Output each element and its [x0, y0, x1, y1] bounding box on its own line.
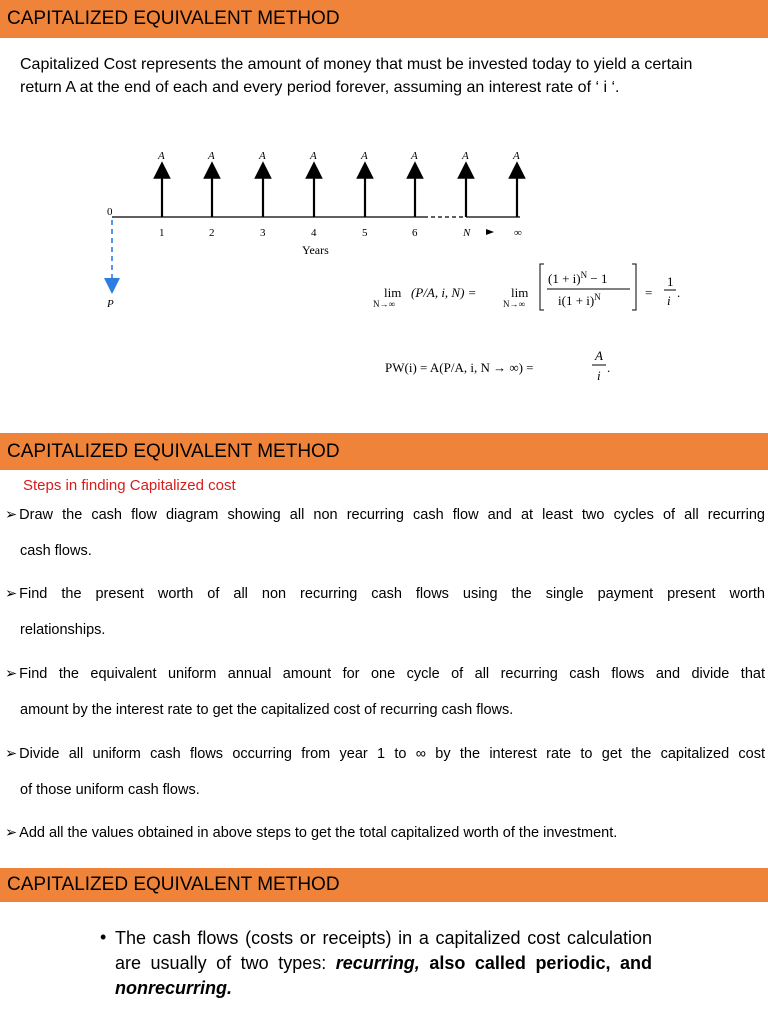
receipt-label: A: [208, 150, 215, 162]
step-continuation: cash flows.: [20, 543, 92, 559]
bullet-paragraph: [100, 926, 652, 1001]
step-first-line: ➢ Find the equivalent uniform annual amount for one cycle of all recurring cash flows and divide that: [5, 666, 765, 682]
arrow-bullet-icon: ➢: [5, 666, 18, 682]
period-label: 2: [209, 227, 215, 239]
receipt-label: A: [411, 150, 418, 162]
axis-label: Years: [302, 243, 329, 257]
receipt-label: A: [158, 150, 165, 162]
arrow-bullet-icon: ➢: [5, 746, 18, 762]
receipt-arrows: [157, 150, 520, 217]
pw-period: .: [607, 360, 611, 375]
step-first-line: ➢ Find the present worth of all non recurring cash flows using the single payment present worth: [5, 586, 765, 602]
period-label: 1: [159, 227, 165, 239]
present-label: P: [107, 298, 114, 310]
equals: =: [645, 285, 653, 300]
bullet-dot-icon: •: [100, 927, 107, 947]
lim-word-2: lim: [511, 285, 529, 300]
arrow-bullet-icon: ➢: [5, 586, 18, 602]
pw-frac-num: A: [595, 348, 603, 363]
step-first-line: ➢ Divide all uniform cash flows occurring from year 1 to ∞ by the interest rate to get the capitalized cost: [5, 746, 765, 762]
period: .: [677, 285, 681, 300]
step-continuation: of those uniform cash flows.: [20, 782, 200, 798]
intro-paragraph: Capitalized Cost represents the amount of money that must be invested today to yield a certain return A at the end of each and every period forever, assuming an interest rate of ‘ i ‘.: [20, 56, 693, 96]
lim-sub: N→∞: [373, 299, 395, 309]
receipt-label: A: [462, 150, 469, 162]
step-item: [5, 744, 765, 800]
right-bracket: [632, 264, 636, 310]
receipt-label: A: [513, 150, 520, 162]
period-label: 4: [311, 227, 317, 239]
arrow-bullet-icon: ➢: [5, 825, 18, 841]
period-label: N: [463, 227, 471, 239]
period-label: 3: [260, 227, 266, 239]
period-label: ∞: [514, 227, 522, 239]
zero-label: 0: [107, 206, 113, 218]
period-label: 6: [412, 227, 418, 239]
period-labels: [159, 227, 522, 239]
section-header: [0, 868, 768, 902]
pw-formula: [385, 348, 610, 383]
step-item: [5, 823, 765, 843]
section-header: [0, 433, 768, 470]
section-title: CAPITALIZED EQUIVALENT METHOD: [7, 440, 340, 462]
limit-formula: [373, 264, 680, 310]
left-bracket: [540, 264, 544, 310]
step-item: [5, 664, 765, 720]
section-title: CAPITALIZED EQUIVALENT METHOD: [7, 8, 340, 29]
numerator: $(1 + i)^N - 1$: [548, 270, 608, 286]
frac-den: i: [667, 293, 671, 308]
step-first-line: ➢ Add all the values obtained in above steps to get the total capitalized worth of the investment.: [5, 825, 618, 841]
step-item: [5, 505, 765, 561]
step-continuation: relationships.: [20, 622, 106, 638]
lhs: (P/A, i, N) =: [411, 285, 477, 300]
bullet-text: The cash flows (costs or receipts) in a capitalized cost calculation are usually of two types: recurring, also called periodic, and nonrecurring.: [115, 928, 652, 998]
step-first-line: ➢ Draw the cash flow diagram showing all non recurring cash flow and at least two cycles of all recurring: [5, 507, 765, 523]
receipt-label: A: [259, 150, 266, 162]
pw-frac-den: i: [597, 368, 601, 383]
frac-num: 1: [667, 274, 674, 289]
receipt-label: A: [310, 150, 317, 162]
cash-flow-diagram: [0, 140, 768, 385]
denominator: $i(1 + i)^N$: [558, 292, 601, 308]
step-continuation: amount by the interest rate to get the capitalized cost of recurring cash flows.: [20, 702, 514, 718]
lim-word: lim: [384, 285, 402, 300]
section-header: [0, 0, 768, 38]
section-title: CAPITALIZED EQUIVALENT METHOD: [7, 874, 340, 895]
receipt-label: A: [361, 150, 368, 162]
arrow-bullet-icon: ➢: [5, 507, 18, 523]
steps-heading: Steps in finding Capitalized cost: [23, 477, 236, 494]
continuation-arrow-icon: [486, 229, 494, 235]
step-item: [5, 584, 765, 640]
period-label: 5: [362, 227, 368, 239]
pw-lhs: PW(i) = A(P/A, i, N → ∞) =: [385, 360, 534, 375]
lim-sub-2: N→∞: [503, 299, 525, 309]
